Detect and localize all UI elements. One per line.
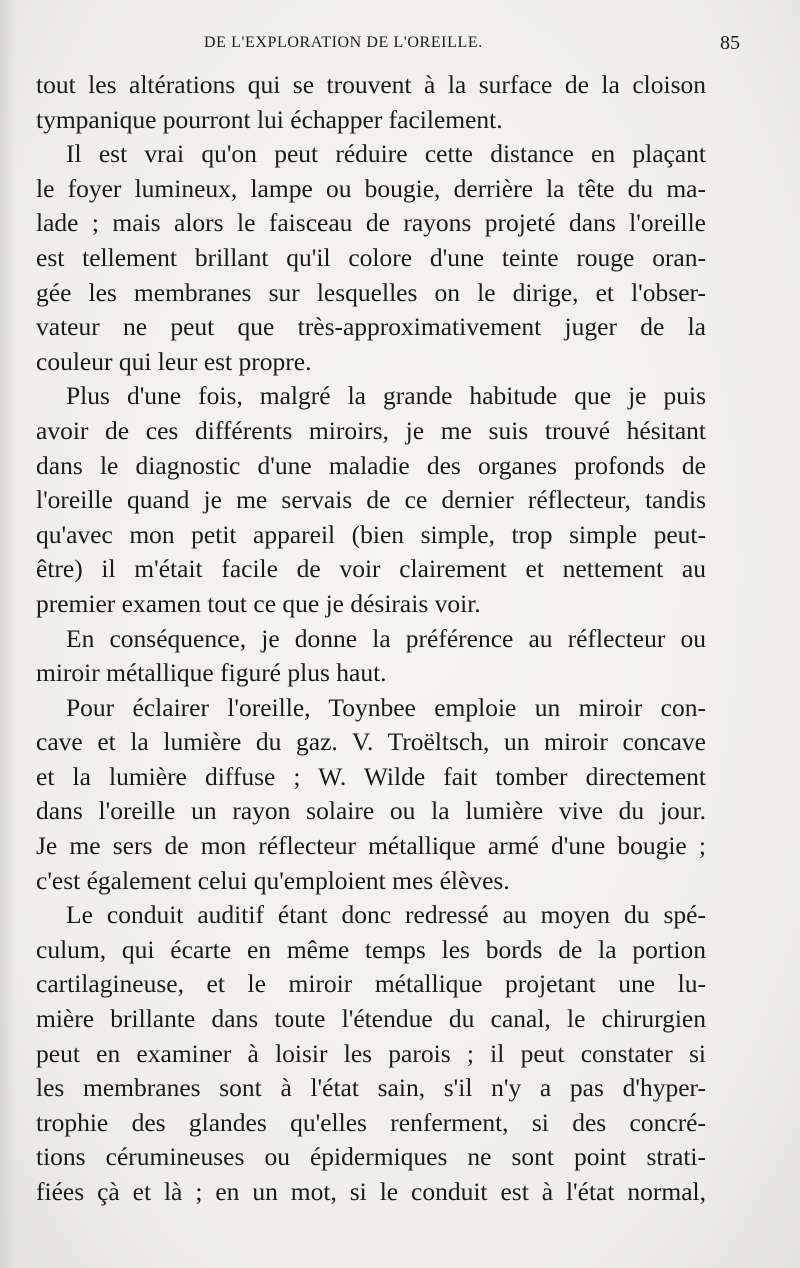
text-line: c'est également celui qu'emploient mes élèves. bbox=[36, 865, 510, 895]
text-line: fiées çà et là ; en un mot, si le conduit est à l'état normal, bbox=[36, 1177, 706, 1206]
text-line: Il est vrai qu'on peut réduire cette distance en plaçant bbox=[66, 139, 706, 169]
text-line: dans l'oreille un rayon solaire ou la lumière vive du jour. bbox=[36, 796, 706, 826]
text-line: miroir métallique figuré plus haut. bbox=[36, 658, 387, 688]
text-line: En conséquence, je donne la préférence au réflecteur ou bbox=[66, 623, 706, 653]
text-line: tions cérumineuses ou épidermiques ne sont point strati- bbox=[36, 1142, 706, 1172]
text-line: les membranes sont à l'état sain, s'il n'y a pas d'hyper- bbox=[36, 1073, 706, 1103]
text-line: trophie des glandes qu'elles renferment, si des concré- bbox=[36, 1107, 706, 1137]
running-head: DE L'EXPLORATION DE L'OREILLE. bbox=[204, 34, 483, 51]
text-line: tympanique pourront lui échapper facilement. bbox=[36, 104, 503, 134]
text-line: Pour éclairer l'oreille, Toynbee emploie un miroir con- bbox=[66, 692, 706, 722]
text-line: mière brillante dans toute l'étendue du canal, le chirurgien bbox=[36, 1004, 706, 1034]
text-line: gée les membranes sur lesquelles on le dirige, et l'obser- bbox=[36, 277, 706, 307]
text-line: l'oreille quand je me servais de ce dernier réflecteur, tandis bbox=[36, 485, 706, 515]
gutter-shadow bbox=[0, 0, 16, 1268]
text-line: vateur ne peut que très-approximativement juger de la bbox=[36, 312, 706, 342]
text-line: est tellement brillant qu'il colore d'une teinte rouge oran- bbox=[36, 242, 706, 272]
text-line: Plus d'une fois, malgré la grande habitude que je puis bbox=[66, 381, 706, 411]
text-line: lade ; mais alors le faisceau de rayons projeté dans l'oreille bbox=[36, 208, 706, 238]
text-line: premier examen tout ce que je désirais voir. bbox=[36, 588, 481, 618]
text-line: tout les altérations qui se trouvent à la surface de la cloison bbox=[36, 70, 706, 99]
page-number: 85 bbox=[720, 32, 740, 54]
text-line: le foyer lumineux, lampe ou bougie, derrière la tête du ma- bbox=[36, 173, 706, 203]
text-line: avoir de ces différents miroirs, je me suis trouvé hésitant bbox=[36, 415, 706, 445]
text-body bbox=[36, 68, 706, 1210]
text-line: cartilagineuse, et le miroir métallique projetant une lu- bbox=[36, 969, 706, 999]
text-line: Je me sers de mon réflecteur métallique armé d'une bougie ; bbox=[36, 831, 706, 861]
text-line: culum, qui écarte en même temps les bords de la portion bbox=[36, 934, 706, 964]
text-line: être) il m'était facile de voir clairement et nettement au bbox=[36, 554, 706, 584]
text-line: peut en examiner à loisir les parois ; il peut constater si bbox=[36, 1038, 706, 1068]
page-header bbox=[36, 34, 740, 60]
text-line: qu'avec mon petit appareil (bien simple, trop simple peut- bbox=[36, 519, 706, 549]
text-line: cave et la lumière du gaz. V. Troëltsch, un miroir concave bbox=[36, 727, 706, 757]
text-line: et la lumière diffuse ; W. Wilde fait tomber directement bbox=[36, 761, 706, 791]
text-line: dans le diagnostic d'une maladie des organes profonds de bbox=[36, 450, 706, 480]
text-line: Le conduit auditif étant donc redressé au moyen du spé- bbox=[66, 900, 706, 930]
text-line: couleur qui leur est propre. bbox=[36, 346, 312, 376]
